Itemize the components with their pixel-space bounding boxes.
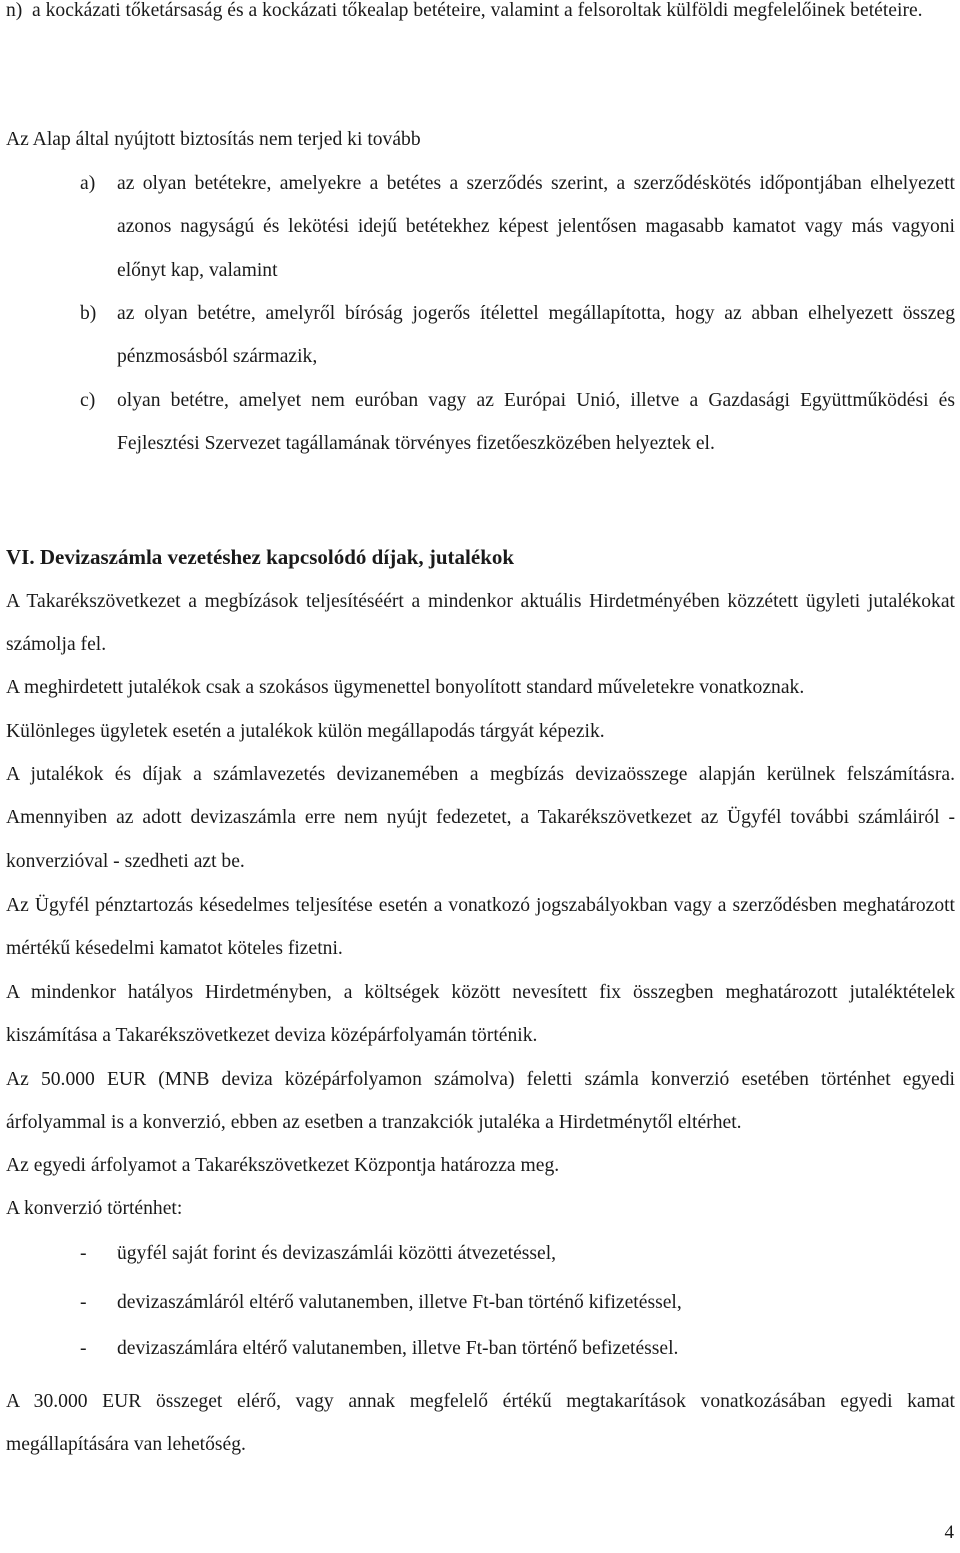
list-item-text: a kockázati tőketársaság és a kockázati tőkealap betéteire, valamint a felsoroltak külföldi megfelelőinek betéteire. <box>32 0 923 21</box>
list-marker: c) <box>80 390 96 411</box>
paragraph-standard-operations: A meghirdetett jutalékok csak a szokásos ügymenettel bonyolított standard műveletekre vonatkoznak. <box>6 677 805 698</box>
list-marker: n) <box>6 0 23 21</box>
list-item-text: devizaszámláról eltérő valutanemben, illetve Ft-ban történő kifizetéssel, <box>117 1292 682 1313</box>
paragraph-conversion-threshold: Az 50.000 EUR (MNB deviza középárfolyamon számolva) feletti számla konverzió esetében történhet egyedi árfolyammal is a konverzió, ebben az esetben a tranzakciók jutaléka a Hirdetménytől eltérhet. <box>6 1069 955 1134</box>
list-marker: b) <box>80 303 97 324</box>
list-marker: a) <box>80 173 96 194</box>
list-item-text: az olyan betétre, amelyről bíróság jogerős ítélettel megállapította, hogy az abban elhelyezett összeg pénzmosásból származik, <box>117 303 955 368</box>
section-heading: VI. Devizaszámla vezetéshez kapcsolódó díjak, jutalékok <box>6 545 515 569</box>
list-item-text: olyan betétre, amelyet nem euróban vagy az Európai Unió, illetve a Gazdasági Együttműködési és Fejlesztési Szervezet tagállamának törvényes fizetőeszközében helyeztek el. <box>117 390 955 455</box>
paragraph-currency-charges: A jutalékok és díjak a számlavezetés devizanemében a megbízás devizaösszege alapján kerülnek felszámításra. Amennyiben az adott devizaszámla erre nem nyújt fedezetet, a Takarékszövetkezet az Ügyfél további számláiról - konverzióval - szedheti azt be. <box>6 764 955 872</box>
paragraph-fixed-fees: A mindenkor hatályos Hirdetményben, a költségek között nevesített fix összegben meghatározott jutaléktételek kiszámítása a Takarékszövetkezet deviza középárfolyamán történik. <box>6 982 955 1047</box>
list-item-text: ügyfél saját forint és devizaszámlái közötti átvezetéssel, <box>117 1243 557 1264</box>
list-marker: - <box>80 1292 87 1313</box>
list-marker: - <box>80 1338 87 1359</box>
exclusion-item-a <box>80 162 955 292</box>
list-item-n <box>6 0 955 32</box>
list-marker: - <box>80 1243 87 1264</box>
page-number: 4 <box>944 1522 954 1543</box>
conversion-item-1 <box>80 1232 955 1275</box>
exclusion-intro: Az Alap által nyújtott biztosítás nem terjed ki tovább <box>6 129 421 150</box>
paragraph-individual-interest: A 30.000 EUR összeget elérő, vagy annak megfelelő értékű megtakarítások vonatkozásában egyedi kamat megállapítására van lehetőség. <box>6 1391 955 1456</box>
paragraph-conversion-intro: A konverzió történhet: <box>6 1198 183 1219</box>
paragraph-exchange-rate: Az egyedi árfolyamot a Takarékszövetkezet Központja határozza meg. <box>6 1155 560 1176</box>
list-item-text: az olyan betétekre, amelyekre a betétes a szerződés szerint, a szerződéskötés időpontjában elhelyezett azonos nagyságú és lekötési idejű betétekhez képest jelentősen magasabb kamatot vagy más vagyoni előnyt kap, valamint <box>117 173 955 281</box>
paragraph-late-payment: Az Ügyfél pénztartozás késedelmes teljesítése esetén a vonatkozó jogszabályokban vagy a szerződésben meghatározott mértékű késedelmi kamatot köteles fizetni. <box>6 895 955 960</box>
conversion-item-2 <box>80 1281 955 1324</box>
list-item-text: devizaszámlára eltérő valutanemben, illetve Ft-ban történő befizetéssel. <box>117 1338 679 1359</box>
paragraph-commissions: A Takarékszövetkezet a megbízások teljesítéséért a mindenkor aktuális Hirdetményében közzétett ügyleti jutalékokat számolja fel. <box>6 591 955 656</box>
exclusion-item-c <box>80 379 955 466</box>
conversion-item-3 <box>80 1327 955 1370</box>
paragraph-special-transactions: Különleges ügyletek esetén a jutalékok külön megállapodás tárgyát képezik. <box>6 721 605 742</box>
exclusion-item-b <box>80 292 955 379</box>
